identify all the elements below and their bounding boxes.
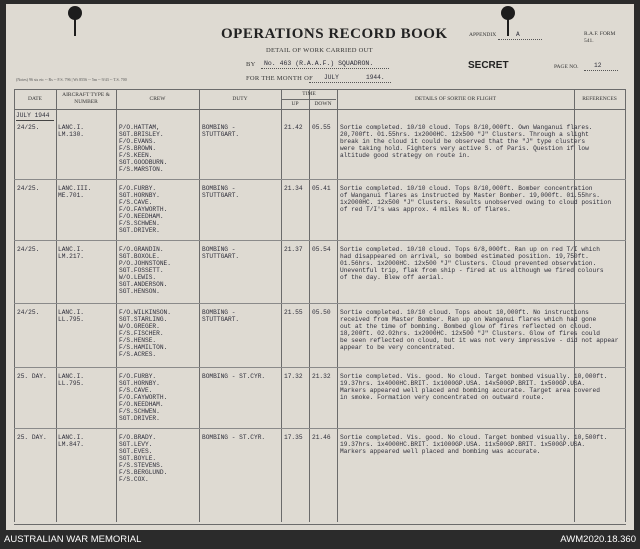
row-aircraft: LANC.III. ME.701. (58, 185, 92, 199)
row-time-down: 21.32 (312, 373, 331, 380)
col-rule-1 (56, 89, 57, 522)
row-crew: F/O.GRANDIN. SGT.BOXOLE. P/O.JOHNSTONE. SGT.FOSSETT. W/O.LEWIS. SGT.ANDERSON. SGT.HENSON. (119, 246, 171, 295)
row-crew: F/O.WILKINSON. SGT.STARLING. W/O.GREGER. F/S.FISCHER. F/S.HENSE. F/S.HAMILTON. F/S.ACRES. (119, 309, 171, 358)
col-header-time: TIME (302, 91, 316, 97)
table-top-rule (14, 89, 626, 90)
page-number-label: PAGE NO. (554, 64, 579, 70)
col-rule-2 (116, 89, 117, 522)
appendix-underline (498, 39, 542, 40)
col-header-down: DOWN (314, 101, 332, 107)
col-header-up: UP (291, 101, 299, 107)
month-underline (309, 82, 391, 83)
page-number-underline (584, 70, 618, 71)
row-separator (14, 179, 626, 180)
month-label: FOR THE MONTH OF (246, 75, 313, 82)
form-label: R.A.F. FORM 541. (584, 31, 616, 44)
page-title: OPERATIONS RECORD BOOK (221, 26, 448, 42)
table-bottom-rule (14, 524, 626, 525)
month-entry-underline (16, 120, 54, 121)
row-crew: F/O.BRADY. SGT.LEVY. SGT.EVES. SGT.BOYLE. F/S.STEVENS. F/S.BERGLUND. F/S.COX. (119, 434, 168, 483)
month-entry: JULY 1944 (16, 112, 50, 119)
col-rule-4 (281, 89, 282, 522)
punch-hole-right-stem (507, 18, 509, 36)
footer-institution: AUSTRALIAN WAR MEMORIAL (4, 534, 142, 545)
col-header-aircraft: AIRCRAFT TYPE & NUMBER (62, 92, 110, 105)
row-separator (14, 240, 626, 241)
row-duty: BOMBING - ST.CYR. (202, 373, 266, 380)
row-aircraft: LANC.I. LM.847. (58, 434, 84, 448)
row-date: 24/25. (17, 309, 40, 316)
row-date: 25. DAY. (17, 373, 47, 380)
table-header-rule (14, 109, 626, 110)
row-details: Sortie completed. 10/10 cloud. Tops about 10,000ft. No instructions received from Master Bomber. Ran up on Wanganui flares which had gone out at the time of bombing. Bombed glow of fires reflected on cloud. 18,200ft. 02.02hrs. 1x2000HC. 12x500 "J" Clusters. Glow of fires could be seen reflected on cloud, but it was not very impressive - did not appear appear to be very concentrated. (340, 309, 619, 351)
col-header-crew: CREW (149, 96, 166, 102)
row-aircraft: LANC.I. LM.130. (58, 124, 84, 138)
row-time-down: 05.50 (312, 309, 331, 316)
squadron-underline (261, 68, 389, 69)
row-date: 24/25. (17, 124, 40, 131)
row-aircraft: LANC.I. LL.795. (58, 373, 84, 387)
col-header-duty: DUTY (232, 96, 248, 102)
row-time-up: 21.37 (284, 246, 303, 253)
row-duty: BOMBING - STUTTGART. (202, 124, 240, 138)
squadron-name: No. 463 (R.A.A.F.) SQUADRON. (264, 60, 374, 67)
col-rule-6 (337, 89, 338, 522)
row-details: Sortie completed. 10/10 cloud. Tops 6/8,000ft. Ran up on red T/I which had disappeared on arrival, so bombed estimated position. 19,750ft. 01.56hrs. 1x2000HC. 12x500 "J" Clusters. Cloud prevented observation. Uneventful trip, flak from ship - fired at us although we fired colours of the day. Blew off aerial. (340, 246, 604, 281)
row-separator (14, 367, 626, 368)
row-duty: BOMBING - STUTTGART. (202, 185, 240, 199)
appendix-label: APPENDIX (469, 32, 497, 38)
record-sheet (6, 4, 634, 530)
row-time-up: 17.32 (284, 373, 303, 380)
archive-footer (0, 531, 640, 549)
row-time-down: 05.54 (312, 246, 331, 253)
print-reference-note: (Notes) 96 sts etc -- Rs -- F.S. 796 | Wt 8556 -- 5m -- 9/43 -- T.S. 700 (16, 77, 127, 82)
row-time-up: 17.35 (284, 434, 303, 441)
row-date: 24/25. (17, 246, 40, 253)
page-number: 12 (594, 62, 602, 69)
row-aircraft: LANC.I. LM.217. (58, 246, 84, 260)
row-date: 25. DAY. (17, 434, 47, 441)
by-label: BY (246, 61, 256, 68)
row-details: Sortie completed. 10/10 cloud. Tops 8/10,000ft. Bomber concentration of Wanganui flares as instructed by Master Bomber. 19,000ft. 01.55hrs. 1x2000HC. 12x500 "J" Clusters. Results unobserved owing to cloud position of red T/I's was approx. 4 miles N. of flares. (340, 185, 612, 213)
row-details: Sortie completed. Vis. good. No cloud. Target bombed visually. 10,500ft. 19.37hrs. 1x4000HC.BRIT. 1x1000GP.USA. 11x500GP.BRIT. 1x500GP.USA. Markers appeared well placed and bombing was accurate. (340, 434, 608, 455)
row-duty: BOMBING - ST.CYR. (202, 434, 266, 441)
row-time-down: 05.55 (312, 124, 331, 131)
footer-accession: AWM2020.18.360 (560, 534, 636, 545)
row-time-up: 21.34 (284, 185, 303, 192)
col-header-date: DATE (27, 96, 43, 102)
secret-stamp: SECRET (468, 60, 509, 71)
row-time-up: 21.42 (284, 124, 303, 131)
row-date: 24/25. (17, 185, 40, 192)
row-duty: BOMBING - STUTTGART. (202, 309, 240, 323)
col-rule-5 (309, 89, 310, 522)
month-value: JULY (324, 74, 339, 81)
col-header-details: DETAILS OF SORTIE OR FLIGHT (414, 96, 497, 102)
row-separator (14, 303, 626, 304)
row-details: Sortie completed. Vis. good. No cloud. Target bombed visually. 10,000ft. 19.37hrs. 1x4000HC.BRIT. 1x1000GP.USA. 14x500GP.BRIT. 1x500GP.USA. Markers appeared well placed and bombing accurate. Target area covered in smoke. Formation very concentrated on outward route. (340, 373, 608, 401)
col-rule-3 (199, 89, 200, 522)
row-crew: F/O.FURBY. SGT.HORNBY. F/S.CAVE. F/O.FAYWORTH. F/O.NEEDHAM. F/S.SCHWEN. SGT.DRIVER. (119, 185, 168, 234)
row-crew: P/O.HATTAM, SGT.BRISLEY. F/O.EVANS. F/S.BROWN. F/S.KEEN. SGT.GOODBURN. F/S.MARSTON. (119, 124, 168, 173)
row-time-down: 05.41 (312, 185, 331, 192)
year-value: 1944. (366, 74, 385, 81)
col-rule-0 (14, 89, 15, 522)
col-rule-8 (625, 89, 626, 522)
time-subheader-rule (282, 99, 336, 100)
row-crew: F/O.FURBY. SGT.HORNBY. F/S.CAVE. F/O.FAYWORTH. F/O.NEEDHAM. F/S.SCHWEN. SGT.DRIVER. (119, 373, 168, 422)
page-subtitle: DETAIL OF WORK CARRIED OUT (266, 47, 373, 54)
col-header-references: REFERENCES (582, 96, 617, 102)
row-time-up: 21.55 (284, 309, 303, 316)
row-duty: BOMBING - STUTTGART. (202, 246, 240, 260)
row-aircraft: LANC.I. LL.795. (58, 309, 84, 323)
row-time-down: 21.46 (312, 434, 331, 441)
row-separator (14, 428, 626, 429)
punch-hole-left-stem (74, 18, 76, 36)
row-details: Sortie completed. 10/10 cloud. Tops 8/10,000ft. Own Wanganui flares. 20,700ft. 01.55hrs. 1x2000HC. 12x500 "J" Clusters. Through a slight break in the cloud it could be observed that the "J" type clusters were taking hold. Fighters very active S. of Paris. Question if low altitude good strategy on route in. (340, 124, 593, 159)
appendix-value: A (516, 31, 520, 38)
